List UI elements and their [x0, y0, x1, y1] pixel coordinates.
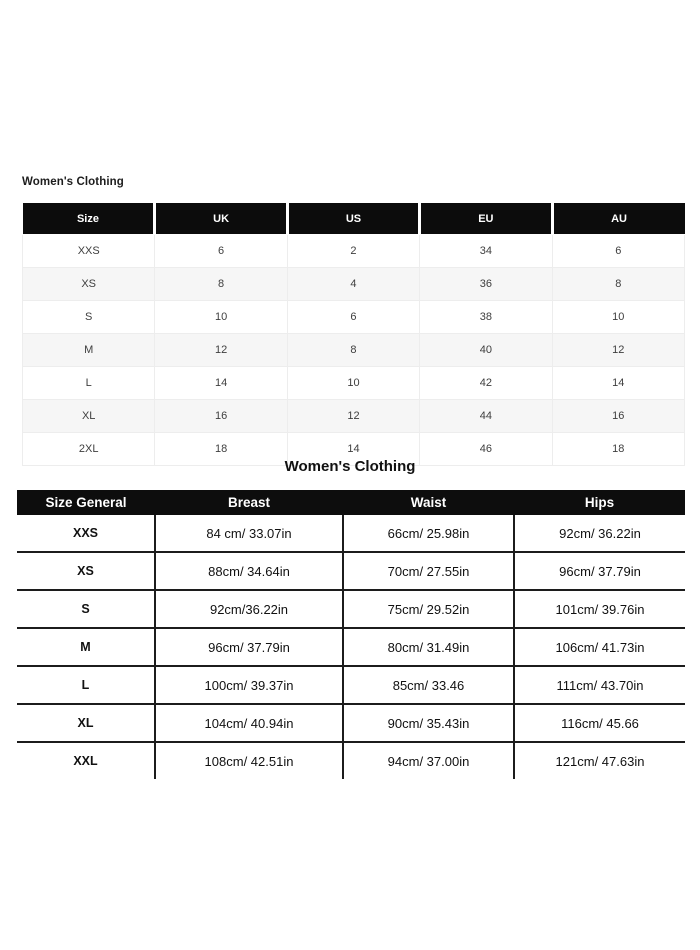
conversion-cell: 44: [420, 400, 552, 433]
measurement-cell: 75cm/ 29.52in: [343, 590, 514, 628]
measurement-col-header-3: Hips: [514, 490, 685, 515]
measurement-row: [17, 590, 685, 628]
measurement-row: [17, 628, 685, 666]
measurement-cell: XL: [17, 704, 155, 742]
conversion-table: [22, 203, 685, 466]
measurement-row: [17, 704, 685, 742]
conversion-cell: 16: [155, 400, 287, 433]
conversion-cell: XS: [23, 268, 155, 301]
conversion-cell: 10: [287, 367, 419, 400]
conversion-cell: 6: [552, 235, 684, 268]
measurement-cell: 101cm/ 39.76in: [514, 590, 685, 628]
conversion-cell: 4: [287, 268, 419, 301]
measurement-cell: 108cm/ 42.51in: [155, 742, 343, 779]
measurement-table-title: Women's Clothing: [284, 458, 416, 475]
measurement-row: [17, 552, 685, 590]
conversion-cell: 14: [552, 367, 684, 400]
conversion-cell: 6: [155, 235, 287, 268]
conversion-table-header: [23, 203, 685, 235]
measurement-cell: 80cm/ 31.49in: [343, 628, 514, 666]
measurement-cell: 116cm/ 45.66: [514, 704, 685, 742]
conversion-cell: XL: [23, 400, 155, 433]
measurement-cell: S: [17, 590, 155, 628]
conversion-col-header-2: US: [287, 203, 419, 235]
measurement-cell: L: [17, 666, 155, 704]
conversion-row: [23, 334, 685, 367]
conversion-cell: XXS: [23, 235, 155, 268]
conversion-cell: 16: [552, 400, 684, 433]
conversion-row: [23, 400, 685, 433]
measurement-cell: 104cm/ 40.94in: [155, 704, 343, 742]
conversion-cell: 12: [155, 334, 287, 367]
conversion-col-header-4: AU: [552, 203, 684, 235]
measurement-cell: 96cm/ 37.79in: [514, 552, 685, 590]
conversion-cell: 38: [420, 301, 552, 334]
conversion-cell: 42: [420, 367, 552, 400]
conversion-col-header-0: Size: [23, 203, 155, 235]
conversion-row: [23, 301, 685, 334]
measurement-cell: 88cm/ 34.64in: [155, 552, 343, 590]
conversion-col-header-1: UK: [155, 203, 287, 235]
conversion-cell: 14: [155, 367, 287, 400]
conversion-cell: 2: [287, 235, 419, 268]
conversion-cell: M: [23, 334, 155, 367]
measurement-header-row: [17, 490, 685, 515]
conversion-table-body: [23, 235, 685, 466]
conversion-row: [23, 235, 685, 268]
measurement-cell: 100cm/ 39.37in: [155, 666, 343, 704]
conversion-cell: 14: [287, 433, 419, 466]
measurement-cell: 96cm/ 37.79in: [155, 628, 343, 666]
measurement-row: [17, 515, 685, 552]
measurement-table-body: [17, 515, 685, 779]
conversion-cell: 36: [420, 268, 552, 301]
measurement-cell: XXL: [73, 754, 98, 768]
measurement-cell: 106cm/ 41.73in: [514, 628, 685, 666]
measurement-col-header-2: Waist: [343, 490, 514, 515]
conversion-cell: 6: [287, 301, 419, 334]
conversion-header-row: [23, 203, 685, 235]
conversion-cell: 8: [155, 268, 287, 301]
measurement-col-header-0: Size General: [17, 490, 155, 515]
conversion-cell: 2XL: [23, 433, 155, 466]
conversion-cell: L: [23, 367, 155, 400]
conversion-cell: 12: [552, 334, 684, 367]
measurement-table: [17, 490, 685, 779]
measurement-cell: XS: [17, 552, 155, 590]
conversion-cell: 18: [155, 433, 287, 466]
measurement-cell: 84 cm/ 33.07in: [155, 515, 343, 552]
conversion-cell: 40: [420, 334, 552, 367]
measurement-table-header: [17, 490, 685, 515]
conversion-col-header-3: EU: [420, 203, 552, 235]
conversion-cell: 10: [552, 301, 684, 334]
conversion-cell: 10: [155, 301, 287, 334]
conversion-cell: 46: [420, 433, 552, 466]
measurement-cell: 70cm/ 27.55in: [343, 552, 514, 590]
conversion-table-title: Women's Clothing: [22, 176, 124, 188]
measurement-cell: 66cm/ 25.98in: [343, 515, 514, 552]
measurement-cell: 111cm/ 43.70in: [514, 666, 685, 704]
measurement-cell: 94cm/ 37.00in: [343, 742, 514, 779]
conversion-cell: 18: [552, 433, 684, 466]
measurement-cell: XXS: [17, 515, 155, 552]
conversion-cell: 12: [287, 400, 419, 433]
conversion-row: [23, 367, 685, 400]
measurement-row: [17, 666, 685, 704]
conversion-cell: 8: [287, 334, 419, 367]
conversion-row: [23, 268, 685, 301]
measurement-cell: 92cm/ 36.22in: [514, 515, 685, 552]
measurement-row: [17, 742, 685, 779]
conversion-cell: 34: [420, 235, 552, 268]
conversion-cell: S: [23, 301, 155, 334]
measurement-cell: 121cm/ 47.63in: [514, 742, 685, 779]
measurement-cell: 85cm/ 33.46: [343, 666, 514, 704]
measurement-col-header-1: Breast: [155, 490, 343, 515]
measurement-cell: 92cm/36.22in: [155, 590, 343, 628]
measurement-cell: M: [17, 628, 155, 666]
measurement-cell: 90cm/ 35.43in: [343, 704, 514, 742]
conversion-cell: 8: [552, 268, 684, 301]
